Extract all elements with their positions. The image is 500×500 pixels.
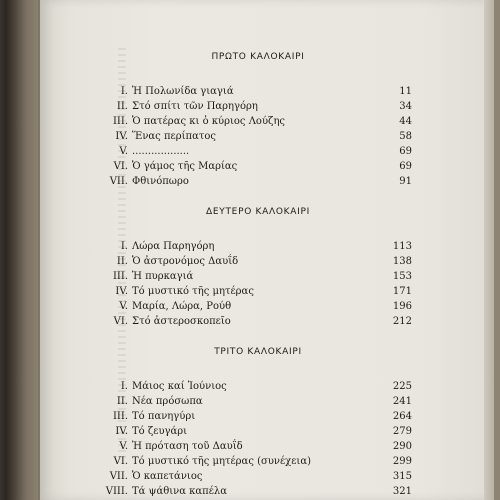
toc-entry [104,239,412,254]
chapter-title: Ὁ ἀστρονόμος Δαυΐδ [132,256,239,267]
section-third-summer [104,347,412,499]
chapter-title: Μαρία, Λώρα, Ρούθ [132,301,232,312]
page-number: 58 [399,131,412,142]
toc-entry [104,84,412,99]
chapter-title: Τό ζευγάρι [132,426,188,437]
page-number: 299 [392,456,412,467]
page-number: 44 [399,116,412,127]
chapter-number: I. [120,381,128,392]
section-entries [104,84,412,189]
chapter-number: VIII. [105,486,128,497]
chapter-number: VI. [113,161,128,172]
toc-entry [104,269,412,284]
toc-entry [104,174,412,189]
section-title: ΠΡΩΤΟ ΚΑΛΟΚΑΙΡΙ [211,52,305,62]
toc-entry [104,159,412,174]
chapter-title: Τό μυστικό τῆς μητέρας (συνέχεια) [132,456,311,467]
page-number: 138 [392,256,412,267]
page-number: 241 [392,396,412,407]
toc-entry [104,299,412,314]
toc-entry [104,114,412,129]
toc-entry [104,484,412,499]
section-entries [104,239,412,329]
chapter-number: I. [120,86,128,97]
page-number: 279 [392,426,412,437]
chapter-title: Φθινόπωρο [132,176,189,187]
chapter-title: Ἕνας περίπατος [132,131,216,142]
chapter-number: III. [112,116,128,127]
toc-entry [104,469,412,484]
chapter-number: III. [112,411,128,422]
section-entries [104,379,412,499]
page-number: 225 [392,381,412,392]
toc-entry [104,129,412,144]
toc-entry [104,379,412,394]
chapter-number: VI. [113,456,128,467]
chapter-title: Ὁ γάμος τῆς Μαρίας [132,161,238,172]
toc-entry [104,314,412,329]
chapter-title: Λώρα Παρηγόρη [132,241,215,252]
page-edge [484,0,494,500]
chapter-number: VII. [109,176,128,187]
chapter-number: VII. [109,471,128,482]
chapter-title: Ἡ Πολωνίδα γιαγιά [132,86,234,97]
chapter-title: Ἡ πυρκαγιά [132,271,194,282]
toc-entry [104,284,412,299]
toc-entry [104,144,412,159]
chapter-title: Ὁ καπετάνιος [132,471,203,482]
page-number: 171 [392,286,412,297]
toc-entry [104,99,412,114]
section-title: ΔΕΥΤΕΡΟ ΚΑΛΟΚΑΙΡΙ [206,207,310,217]
table-of-contents [104,52,412,500]
page-number: 113 [392,241,412,252]
page-number: 34 [399,101,412,112]
chapter-number: III. [112,271,128,282]
section-second-summer [104,207,412,329]
chapter-number: IV. [115,286,128,297]
page-number: 212 [392,316,412,327]
chapter-title: Τό πανηγύρι [132,411,196,422]
chapter-number: IV. [115,131,128,142]
toc-entry [104,394,412,409]
page-number: 321 [392,486,412,497]
chapter-number: II. [116,101,128,112]
chapter-title: Τό μυστικό τῆς μητέρας [132,286,254,297]
chapter-number: II. [116,396,128,407]
toc-entry [104,409,412,424]
chapter-title: Ὁ πατέρας κι ὁ κύριος Λούζης [132,116,286,127]
chapter-number: V. [119,146,128,157]
chapter-title: Τά ψάθινα καπέλα [132,486,227,497]
toc-entry [104,454,412,469]
page-number: 153 [392,271,412,282]
page-number: 91 [399,176,412,187]
toc-entry [104,254,412,269]
chapter-number: IV. [115,426,128,437]
chapter-title: Στό ἀστεροσκοπεῖο [132,316,231,327]
page-number: 11 [399,86,412,97]
chapter-title: Νέα πρόσωπα [132,396,203,407]
chapter-number: I. [120,241,128,252]
section-title: ΤΡΙΤΟ ΚΑΛΟΚΑΙΡΙ [214,347,302,357]
chapter-title: Ἡ πρόταση τοῦ Δαυΐδ [132,441,243,452]
chapter-number: V. [119,441,128,452]
chapter-number: II. [116,256,128,267]
chapter-title: Στό σπίτι τῶν Παρηγόρη [132,101,258,112]
chapter-number: V. [119,301,128,312]
toc-entry [104,424,412,439]
toc-entry [104,439,412,454]
page-number: 69 [399,146,412,157]
chapter-title: .................. [132,146,190,157]
chapter-title: Μάιος καί Ἰούνιος [132,381,227,392]
page-number: 196 [392,301,412,312]
section-first-summer [104,52,412,189]
page-number: 290 [392,441,412,452]
page-number: 69 [399,161,412,172]
page-number: 315 [392,471,412,482]
chapter-number: VI. [113,316,128,327]
page-number: 264 [392,411,412,422]
